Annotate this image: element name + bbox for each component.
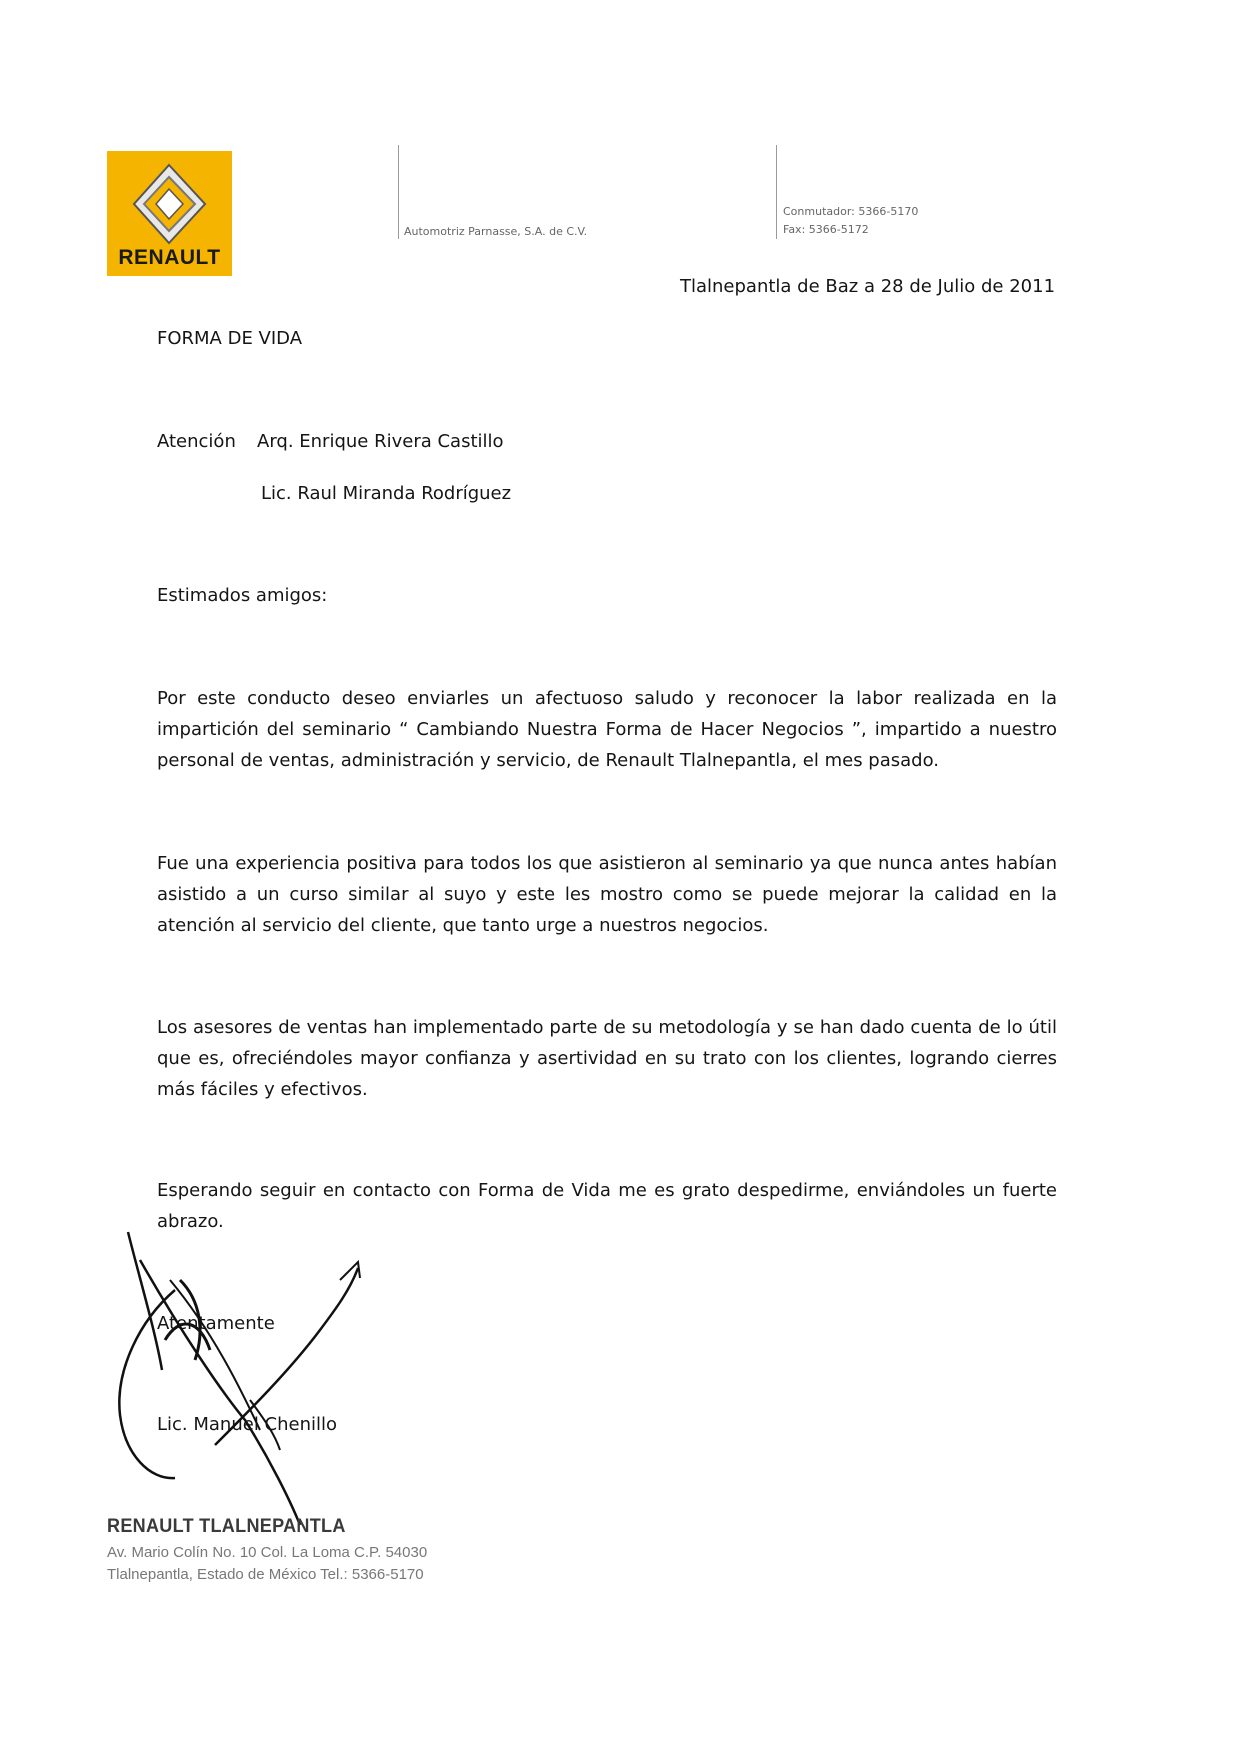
greeting: Estimados amigos: xyxy=(157,585,328,606)
footer-city: Tlalnepantla, Estado de México Tel.: 5366-5170 xyxy=(107,1566,424,1583)
recipient: FORMA DE VIDA xyxy=(157,328,303,349)
logo-wordmark: RENAULT xyxy=(118,246,221,269)
company-name: Automotriz Parnasse, S.A. de C.V. xyxy=(404,225,588,238)
footer-title: RENAULT TLALNEPANTLA xyxy=(107,1516,346,1537)
paragraph-4: Esperando seguir en contacto con Forma de Vida me es grato despedirme, enviándoles un fuerte abrazo. xyxy=(157,1180,1057,1232)
handwritten-signature xyxy=(100,1220,420,1540)
renault-diamond-icon xyxy=(131,163,208,245)
paragraph-2: Fue una experiencia positiva para todos los que asistieron al seminario ya que nunca antes habían asistido a un curso similar al suyo y este les mostro como se puede mejorar la calidad en la atención al servicio del cliente, que tanto urge a nuestros negocios. xyxy=(157,853,1057,936)
paragraph-3: Los asesores de ventas han implementado parte de su metodología y se han dado cuenta de lo útil que es, ofreciéndoles mayor confianza y asertividad en su trato con los clientes, logrando cierres más fáciles y efectivos. xyxy=(157,1017,1057,1100)
closing: Atentamente xyxy=(157,1313,275,1334)
paragraph-1: Por este conducto deseo enviarles un afectuoso saludo y reconocer la labor realizada en la impartición del seminario “ Cambiando Nuestra Forma de Hacer Negocios ”, impartido a nuestro personal de ventas, administración y servicio, de Renault Tlalnepantla, el mes pasado. xyxy=(157,688,1057,771)
attention-name-2: Lic. Raul Miranda Rodríguez xyxy=(261,483,512,504)
signer-name: Lic. Manuel Chenillo xyxy=(157,1414,338,1435)
attention-label: Atención xyxy=(157,431,236,452)
phone-number: Conmutador: 5366-5170 xyxy=(783,205,919,218)
fax-number: Fax: 5366-5172 xyxy=(783,223,869,236)
attention-name-1: Arq. Enrique Rivera Castillo xyxy=(257,431,504,452)
renault-logo xyxy=(107,151,232,276)
letterhead-divider-right xyxy=(776,145,777,239)
footer-address: Av. Mario Colín No. 10 Col. La Loma C.P. 54030 xyxy=(107,1544,428,1561)
letterhead-divider-left xyxy=(398,145,399,239)
date-line: Tlalnepantla de Baz a 28 de Julio de 2011 xyxy=(680,276,1056,297)
